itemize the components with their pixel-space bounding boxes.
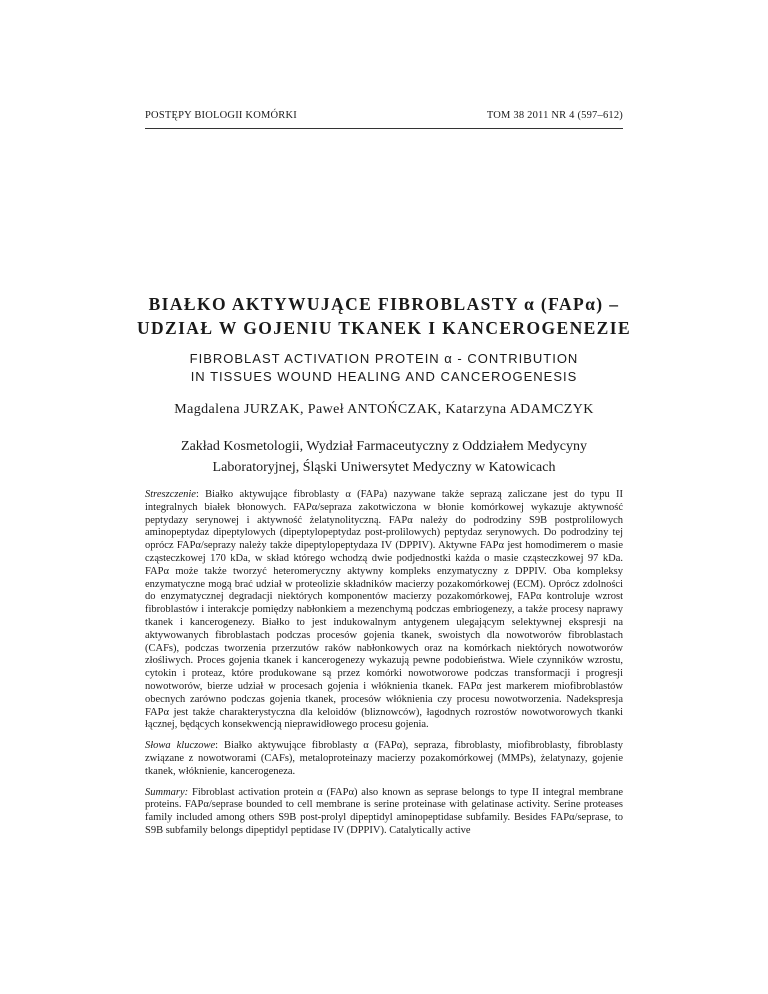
authors: Magdalena JURZAK, Paweł ANTOŃCZAK, Katarzyna ADAMCZYK (174, 402, 594, 417)
journal-name: POSTĘPY BIOLOGII KOMÓRKI (145, 110, 297, 121)
summary-text: Fibroblast activation protein α (FAPα) also known as seprase belongs to type II integral membrane proteins. FAPα/seprase bounded to cell membrane is serine proteinase with gelatinase activity. Serine proteases family included among others S9B post-prolyl dipeptidyl aminopeptidase subfamily. Besides FAPα/seprase, to S9B subfamily belongs dipeptidyl peptidase IV (DPPIV). Catalytically active (145, 786, 623, 836)
affiliation-line-1: Zakład Kosmetologii, Wydział Farmaceutyczny z Oddziałem Medycyny (181, 439, 587, 454)
affiliation-line-2: Laboratoryjnej, Śląski Uniwersytet Medyczny w Katowicach (212, 460, 556, 475)
title-line-2: UDZIAŁ W GOJENIU TKANEK I KANCEROGENEZIE (136, 318, 632, 338)
abstract (145, 489, 623, 846)
title-line-1: BIAŁKO AKTYWUJĄCE FIBROBLASTY α (FAPα) – (148, 294, 620, 314)
running-head (145, 110, 623, 129)
streszczenie-paragraph (145, 489, 623, 732)
volume-info: TOM 38 2011 NR 4 (597–612) (486, 110, 623, 121)
keywords-label: Słowa kluczowe (145, 740, 216, 752)
article-title (100, 292, 668, 340)
streszczenie-text: : Białko aktywujące fibroblasty α (FAPa) nazywane także seprazą zaliczane jest do typu II integralnych białek błonowych. FAPα/sepraza zakotwiczona w błonie komórkowej wykazuje aktywność peptydazy serynowej i aktywność żelatynolityczną. FAPα należy do podrodziny S9B postprolilowych aminopeptydaz dipeptylowych (dipeptylopeptydaz post-prolilowych) peptydaz serynowych. Do podrodziny tej oprócz FAPα/seprazy należy także dipeptylopeptydaza IV (DPPIV). Aktywne FAPα jest homodimerem o masie cząsteczkowej 170 kDa, w skład którego wchodzą dwie podjednostki każda o masie cząsteczkowej 97 kDa. FAPα może także tworzyć heteromeryczny aktywny kompleks enzymatyczny z DPPIV. Oba kompleksy enzymatyczne mogą brać udział w proteolizie składników macierzy pozakomórkowej (ECM). Oprócz zdolności do enzymatycznej degradacji niektórych komponentów macierzy pozakomórkowej, FAPα kontroluje wzrost fibroblastów i interakcje pomiędzy nabłonkiem a mezenchymą podczas embriogenezy, a także procesy naprawy tkanek i kancerogenezy. Białko to jest indukowalnym antygenem ulegającym selektywnej ekspresji na aktywowanych fibroblastach podczas procesów gojenia tkanek, swoistych dla nowotworów fibroblastach (CAFs), podczas tworzenia przerzutów raków nabłonkowych oraz na komórkach niektórych nowotworów złośliwych. Proces gojenia tkanek i kancerogenezy wykazują pewne podobieństwa. Wiele czynników wzrostu, cytokin i proteaz, które produkowane są przez komórki nowotworowe podczas transformacji i progresji nowotworów, bierze udział w procesach gojenia i włóknienia tkanek. FAPα jest markerem miofibroblastów obecnych zarówno podczas gojenia tkanek, procesów włóknienia czy procesu nowotworzenia. Nadekspresja FAPα jest także charakterystyczna dla keloidów (bliznowców), łagodnych rozrostów nowotworowych tkanki łącznej, będących konsekwencją nieprawidłowego procesu gojenia. (145, 489, 623, 731)
streszczenie-label: Streszczenie (145, 489, 196, 500)
english-title-line-1: FIBROBLAST ACTIVATION PROTEIN α - CONTRIBUTION (189, 351, 579, 366)
english-title-line-2: IN TISSUES WOUND HEALING AND CANCEROGENESIS (190, 369, 578, 384)
summary-paragraph (145, 787, 623, 838)
english-title (100, 350, 668, 386)
affiliation (100, 436, 668, 478)
keywords-paragraph (145, 740, 623, 778)
summary-label: Summary: (145, 786, 189, 798)
keywords-text: : Białko aktywujące fibroblasty α (FAPα), sepraza, fibroblasty, miofibroblasty, fibroblasty związane z nowotworami (CAFs), metaloproteinazy macierzy pozakomórkowej (MMPs), żelatynazy, gojenie tkanek, włóknienie, kancerogeneza. (145, 740, 623, 777)
